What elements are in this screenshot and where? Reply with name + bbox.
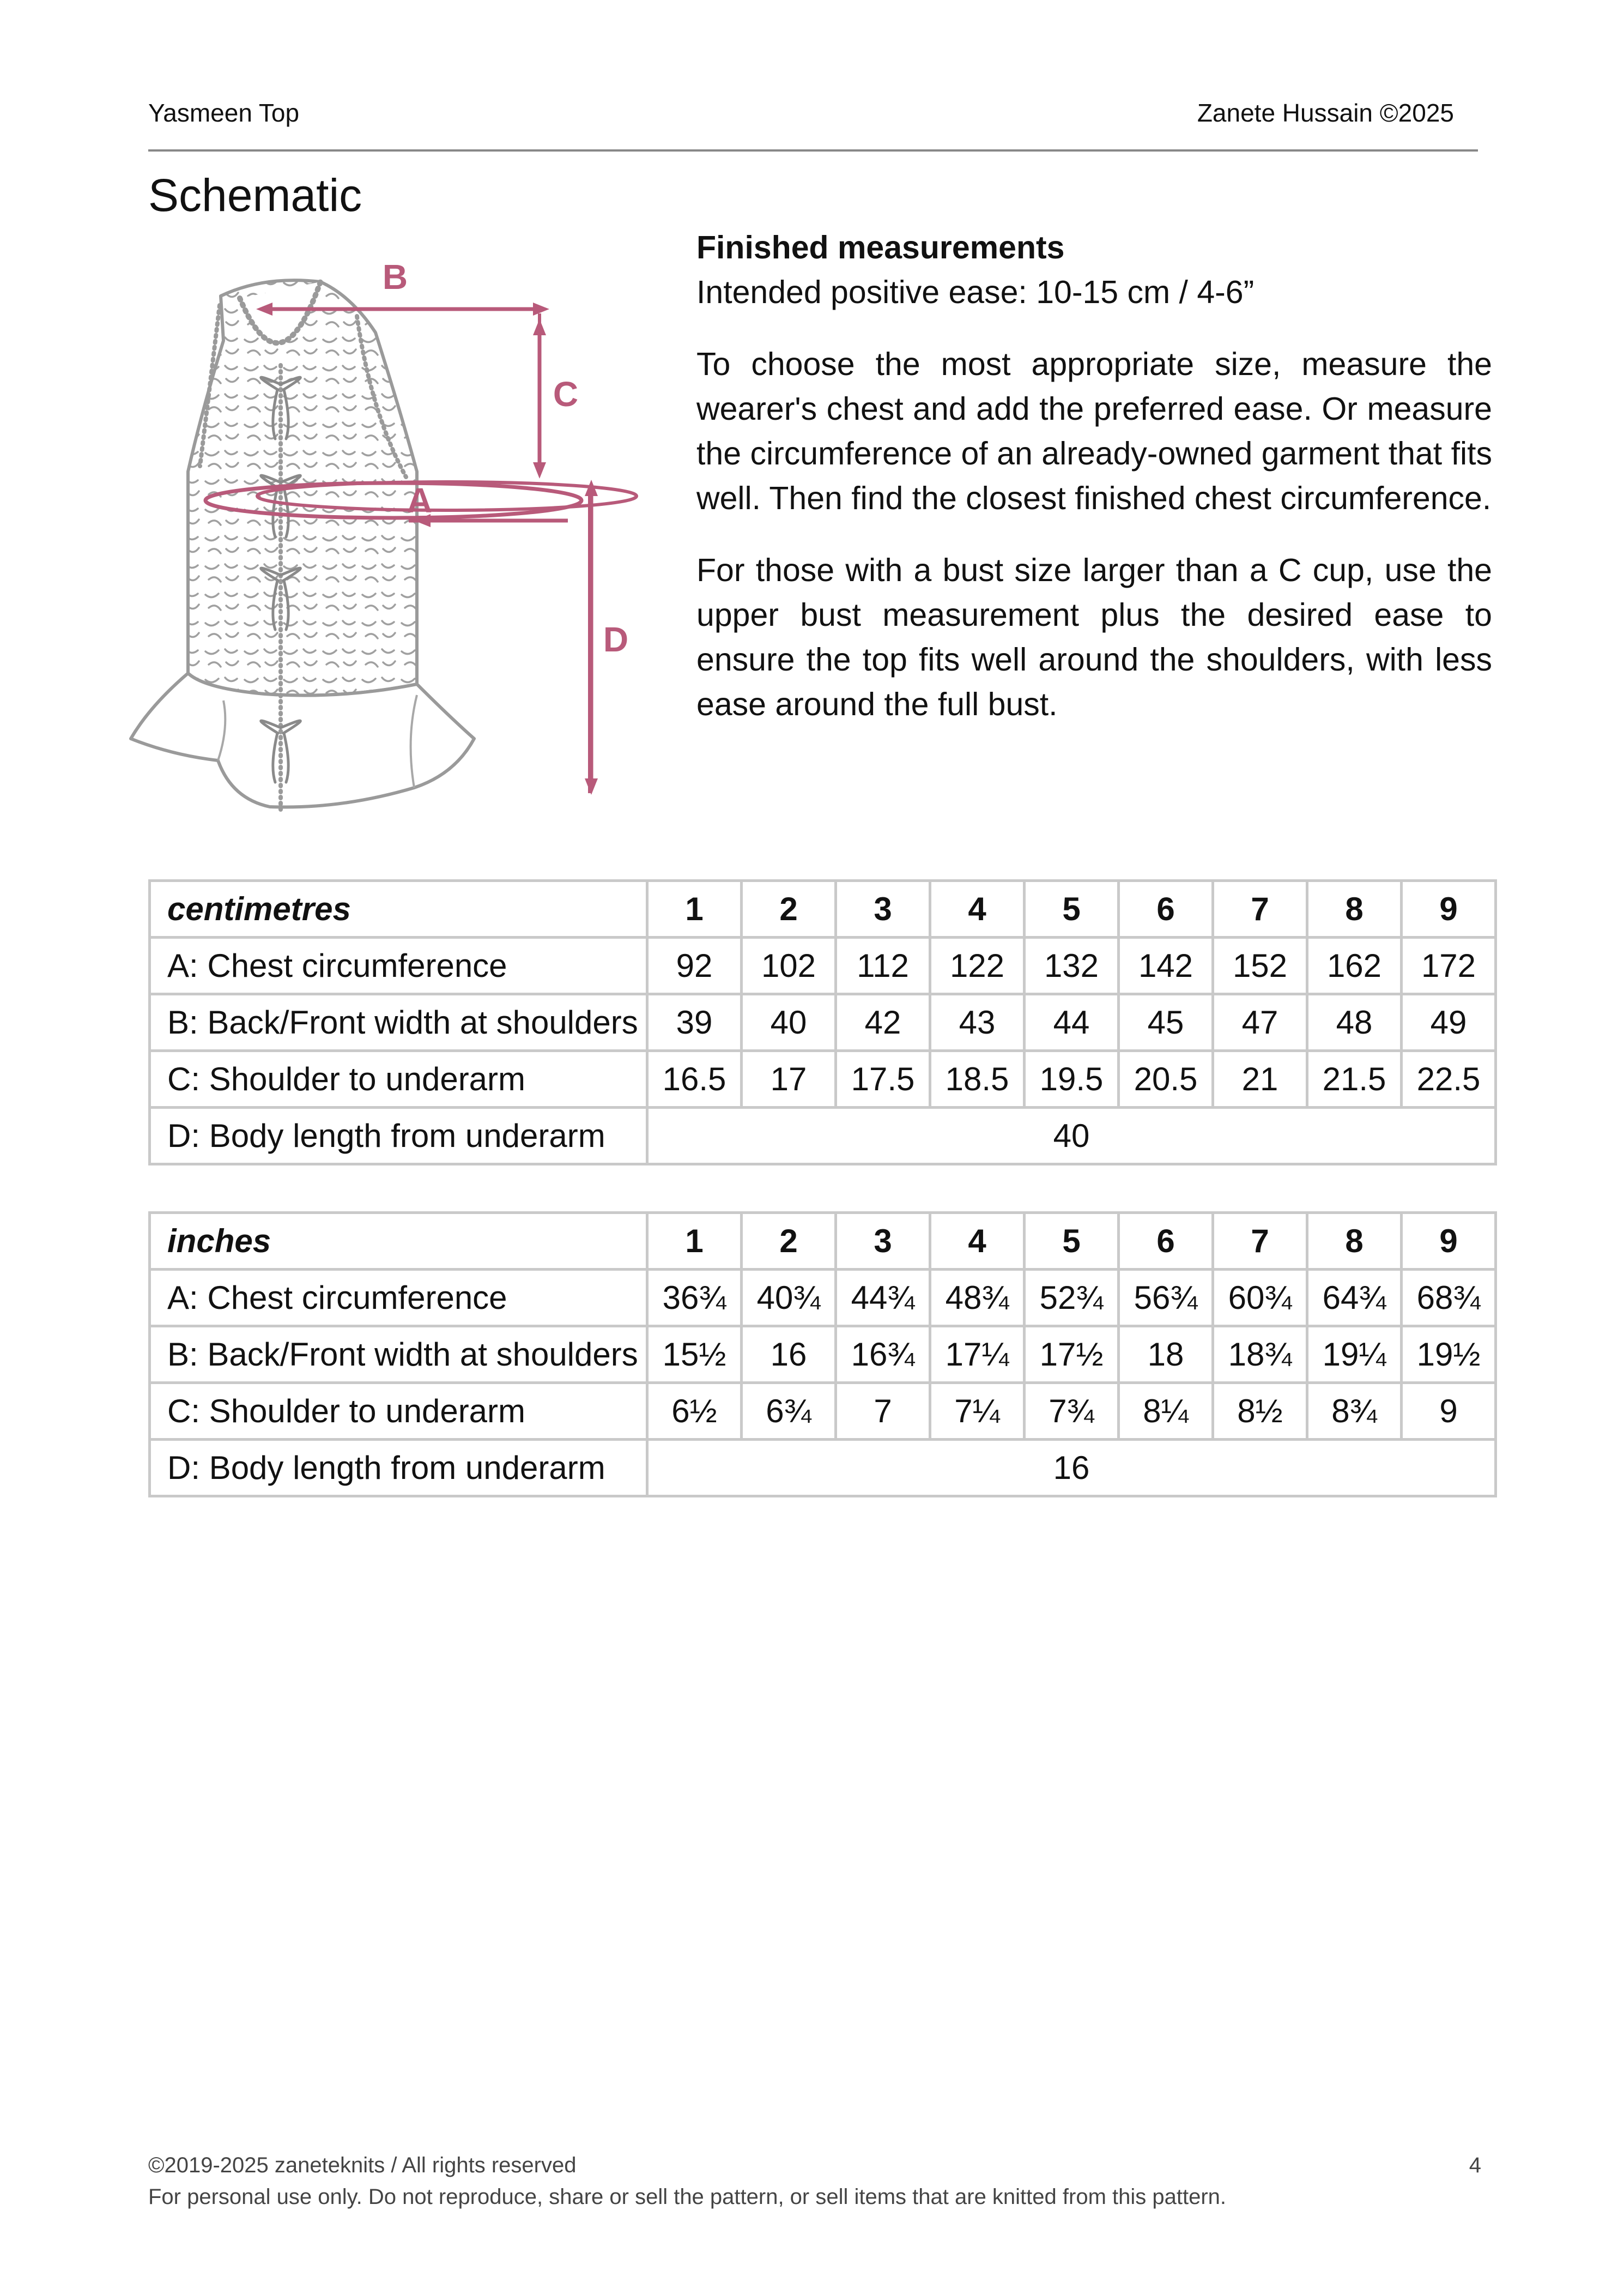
row-label: A: Chest circumference (150, 938, 647, 994)
table-cell: 39 (647, 994, 742, 1051)
table-row (150, 938, 1496, 994)
row-label: C: Shoulder to underarm (150, 1383, 647, 1440)
table-cell: 60¾ (1213, 1270, 1307, 1326)
size-header: 2 (742, 881, 836, 938)
ease-note: Intended positive ease: 10-15 cm / 4-6” (696, 274, 1255, 310)
table-cell: 52¾ (1025, 1270, 1119, 1326)
table-cell: 15½ (647, 1326, 742, 1383)
table-cell: 112 (836, 938, 930, 994)
unit-label: inches (150, 1213, 647, 1270)
table-cell: 18.5 (930, 1051, 1025, 1108)
table-cell: 7¾ (1025, 1383, 1119, 1440)
table-cell: 21 (1213, 1051, 1307, 1108)
table-cell: 64¾ (1307, 1270, 1402, 1326)
size-header: 6 (1119, 881, 1213, 938)
table-cell: 16.5 (647, 1051, 742, 1108)
table-cell: 40 (742, 994, 836, 1051)
table-cell: 44¾ (836, 1270, 930, 1326)
table-cell: 44 (1025, 994, 1119, 1051)
row-label: B: Back/Front width at shoulders (150, 994, 647, 1051)
sizing-paragraph: To choose the most appropriate size, measure the wearer's chest and add the preferred ease. Or measure the circumference of an already-owned garment that fits well. Then find the closest finished chest circumference. (696, 346, 1492, 516)
finished-measurements-text (696, 225, 1492, 727)
table-cell: 142 (1119, 938, 1213, 994)
size-header: 2 (742, 1213, 836, 1270)
footer-notice: For personal use only. Do not reproduce, share or sell the pattern, or sell items that are knitted from this pattern. (148, 2185, 1227, 2209)
table-cell: 122 (930, 938, 1025, 994)
row-label: D: Body length from underarm (150, 1440, 647, 1496)
table-row (150, 1270, 1496, 1326)
size-header: 3 (836, 1213, 930, 1270)
header-author: Zanete Hussain ©2025 (1197, 99, 1454, 127)
table-cell: 22.5 (1402, 1051, 1496, 1108)
size-header: 7 (1213, 1213, 1307, 1270)
size-header: 9 (1402, 881, 1496, 938)
size-header: 8 (1307, 881, 1402, 938)
table-inches (148, 1211, 1497, 1497)
table-row (150, 1326, 1496, 1383)
row-label: B: Back/Front width at shoulders (150, 1326, 647, 1383)
table-cell: 21.5 (1307, 1051, 1402, 1108)
label-a: A (407, 481, 433, 520)
table-row (150, 1440, 1496, 1496)
table-cell: 36¾ (647, 1270, 742, 1326)
table-cell: 7 (836, 1383, 930, 1440)
size-header: 8 (1307, 1213, 1402, 1270)
label-b: B (382, 257, 408, 297)
table-cell: 172 (1402, 938, 1496, 994)
size-header: 3 (836, 881, 930, 938)
row-label: A: Chest circumference (150, 1270, 647, 1326)
table-cell: 18 (1119, 1326, 1213, 1383)
table-cell: 19½ (1402, 1326, 1496, 1383)
footer-copyright: ©2019-2025 zaneteknits / All rights reserved (148, 2153, 577, 2177)
table-cell: 19.5 (1025, 1051, 1119, 1108)
table-cell: 17.5 (836, 1051, 930, 1108)
table-cell: 92 (647, 938, 742, 994)
table-cell: 48 (1307, 994, 1402, 1051)
table-cell: 9 (1402, 1383, 1496, 1440)
size-header: 6 (1119, 1213, 1213, 1270)
table-cell: 102 (742, 938, 836, 994)
table-cell: 45 (1119, 994, 1213, 1051)
table-cell: 8¾ (1307, 1383, 1402, 1440)
header-pattern-name: Yasmeen Top (148, 99, 300, 127)
table-cell: 16¾ (836, 1326, 930, 1383)
table-row (150, 1051, 1496, 1108)
table-cell: 17¼ (930, 1326, 1025, 1383)
table-cell: 42 (836, 994, 930, 1051)
page-title: Schematic (148, 170, 362, 221)
table-cell: 47 (1213, 994, 1307, 1051)
row-label: C: Shoulder to underarm (150, 1051, 647, 1108)
table-cell: 20.5 (1119, 1051, 1213, 1108)
table-cell: 8¼ (1119, 1383, 1213, 1440)
table-row (150, 994, 1496, 1051)
table-cell: 49 (1402, 994, 1496, 1051)
size-header: 5 (1025, 881, 1119, 938)
table-cell: 132 (1025, 938, 1119, 994)
table-cell: 162 (1307, 938, 1402, 994)
table-cell: 56¾ (1119, 1270, 1213, 1326)
table-cell: 19¼ (1307, 1326, 1402, 1383)
table-cell: 48¾ (930, 1270, 1025, 1326)
finished-measurements-heading: Finished measurements (696, 230, 1065, 265)
bust-paragraph: For those with a bust size larger than a C cup, use the upper bust measurement plus the desired ease to ensure the top fits well around the shoulders, with less ease around the full bust. (696, 552, 1492, 722)
table-header-row (150, 881, 1496, 938)
size-header: 1 (647, 881, 742, 938)
unit-label: centimetres (150, 881, 647, 938)
table-cell: 16 (742, 1326, 836, 1383)
row-label: D: Body length from underarm (150, 1108, 647, 1164)
table-cell: 18¾ (1213, 1326, 1307, 1383)
table-cell: 152 (1213, 938, 1307, 994)
table-row (150, 1383, 1496, 1440)
table-cell: 40 (647, 1108, 1496, 1164)
table-cell: 40¾ (742, 1270, 836, 1326)
size-header: 9 (1402, 1213, 1496, 1270)
size-header: 4 (930, 881, 1025, 938)
size-header: 7 (1213, 881, 1307, 938)
table-cell: 17 (742, 1051, 836, 1108)
table-cell: 43 (930, 994, 1025, 1051)
table-cell: 6¾ (742, 1383, 836, 1440)
label-c: C (553, 375, 579, 414)
table-cell: 16 (647, 1440, 1496, 1496)
size-header: 1 (647, 1213, 742, 1270)
table-centimetres (148, 879, 1497, 1165)
page-number: 4 (1469, 2153, 1481, 2177)
size-header: 4 (930, 1213, 1025, 1270)
label-d: D (603, 620, 629, 659)
table-cell: 17½ (1025, 1326, 1119, 1383)
size-header: 5 (1025, 1213, 1119, 1270)
table-row (150, 1108, 1496, 1164)
table-cell: 7¼ (930, 1383, 1025, 1440)
table-cell: 8½ (1213, 1383, 1307, 1440)
table-cell: 68¾ (1402, 1270, 1496, 1326)
table-cell: 6½ (647, 1383, 742, 1440)
table-header-row (150, 1213, 1496, 1270)
